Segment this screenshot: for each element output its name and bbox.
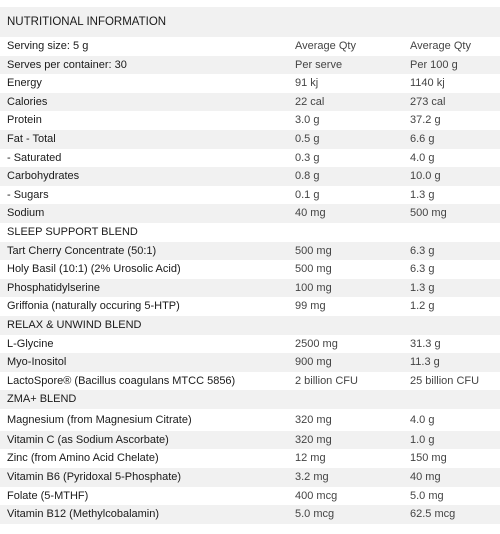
table-row bbox=[0, 431, 500, 450]
table-title-row bbox=[0, 7, 500, 37]
nutrient-label: Holy Basil (10:1) (2% Urosolic Acid) bbox=[7, 263, 181, 276]
nutrient-label: Folate (5-MTHF) bbox=[7, 489, 89, 502]
table-row bbox=[0, 37, 500, 56]
per-serve-value: 100 mg bbox=[288, 279, 403, 298]
table-row bbox=[0, 449, 500, 468]
per-100g-value: 150 mg bbox=[410, 452, 447, 465]
per-serve-value: 320 mg bbox=[288, 431, 403, 450]
table-row bbox=[0, 93, 500, 112]
per-100g-value: Per 100 g bbox=[403, 56, 500, 75]
per-serve-value: 500 mg bbox=[288, 242, 403, 261]
nutrient-label: Serves per container: 30 bbox=[0, 56, 288, 75]
nutrient-label: Serving size: 5 g bbox=[7, 40, 89, 52]
table-row bbox=[0, 409, 500, 431]
per-100g-value: 11.3 g bbox=[403, 353, 500, 372]
table-row bbox=[0, 186, 500, 205]
table-title: NUTRITIONAL INFORMATION bbox=[0, 7, 500, 37]
table-row bbox=[0, 279, 500, 298]
per-serve-value: 400 mcg bbox=[295, 489, 338, 502]
nutrient-label: Sodium bbox=[0, 204, 288, 223]
per-100g-value: 5.0 mg bbox=[410, 489, 444, 502]
table-row bbox=[0, 74, 500, 93]
nutrient-label: Myo-Inositol bbox=[0, 353, 288, 372]
nutrient-label: LactoSpore® (Bacillus coagulans MTCC 5856) bbox=[7, 374, 236, 387]
per-serve-value: 22 cal bbox=[288, 93, 403, 112]
nutrient-label: Protein bbox=[7, 114, 42, 127]
table-row bbox=[0, 167, 500, 186]
nutrient-label: Carbohydrates bbox=[0, 167, 288, 186]
per-serve-value: 12 mg bbox=[295, 452, 326, 465]
per-100g-value: 500 mg bbox=[403, 204, 500, 223]
per-100g-value: 6.3 g bbox=[403, 242, 500, 261]
per-serve-value: 900 mg bbox=[288, 353, 403, 372]
nutrient-label: Fat - Total bbox=[0, 130, 288, 149]
per-100g-value: 31.3 g bbox=[410, 337, 441, 350]
table-row bbox=[0, 56, 500, 75]
section-header: SLEEP SUPPORT BLEND bbox=[7, 225, 138, 238]
per-serve-value: 0.5 g bbox=[288, 130, 403, 149]
nutrient-label: - Sugars bbox=[7, 188, 49, 201]
table-row bbox=[0, 204, 500, 223]
table-row bbox=[0, 468, 500, 487]
per-serve-value: Average Qty bbox=[295, 40, 356, 52]
per-100g-value: Average Qty bbox=[410, 40, 471, 52]
table-row bbox=[0, 353, 500, 372]
nutrient-label: Magnesium (from Magnesium Citrate) bbox=[7, 413, 192, 426]
nutrient-label: Vitamin C (as Sodium Ascorbate) bbox=[0, 431, 288, 450]
per-100g-value: 1.2 g bbox=[410, 300, 435, 313]
per-100g-value: 40 mg bbox=[403, 468, 500, 487]
table-row bbox=[0, 297, 500, 316]
per-serve-value: 500 mg bbox=[295, 263, 332, 276]
table-row bbox=[0, 335, 500, 354]
table-row bbox=[0, 149, 500, 168]
per-serve-value: 0.8 g bbox=[288, 167, 403, 186]
per-100g-value: 1140 kj bbox=[410, 77, 445, 90]
per-serve-value: 3.2 mg bbox=[288, 468, 403, 487]
table-row bbox=[0, 111, 500, 130]
section-header: ZMA+ BLEND bbox=[0, 390, 500, 409]
per-100g-value: 1.0 g bbox=[403, 431, 500, 450]
nutrient-label: Vitamin B6 (Pyridoxal 5-Phosphate) bbox=[0, 468, 288, 487]
per-100g-value: 1.3 g bbox=[410, 188, 435, 201]
nutrient-label: L-Glycine bbox=[7, 337, 54, 350]
title-spacer bbox=[0, 0, 500, 7]
per-serve-value: 5.0 mcg bbox=[288, 505, 403, 524]
section-header-row bbox=[0, 223, 500, 242]
nutrient-label: Vitamin B12 (Methylcobalamin) bbox=[0, 505, 288, 524]
table-row bbox=[0, 505, 500, 524]
section-header-row bbox=[0, 390, 500, 409]
per-serve-value: 40 mg bbox=[288, 204, 403, 223]
table-row bbox=[0, 260, 500, 279]
per-serve-value: 3.0 g bbox=[295, 114, 320, 127]
per-100g-value: 25 billion CFU bbox=[410, 374, 480, 387]
nutrient-label: Griffonia (naturally occuring 5-HTP) bbox=[7, 300, 180, 313]
per-100g-value: 4.0 g bbox=[410, 151, 435, 164]
per-serve-value: 320 mg bbox=[295, 413, 332, 426]
per-100g-value: 37.2 g bbox=[410, 114, 441, 127]
nutrient-label: Calories bbox=[0, 93, 288, 112]
table-row bbox=[0, 487, 500, 506]
per-serve-value: Per serve bbox=[288, 56, 403, 75]
nutrient-label: Energy bbox=[7, 77, 42, 90]
nutrient-label: Phosphatidylserine bbox=[0, 279, 288, 298]
per-100g-value: 10.0 g bbox=[403, 167, 500, 186]
table-row bbox=[0, 130, 500, 149]
table-row bbox=[0, 242, 500, 261]
nutrient-label: - Saturated bbox=[7, 151, 62, 164]
per-serve-value: 2 billion CFU bbox=[295, 374, 358, 387]
per-serve-value: 0.3 g bbox=[295, 151, 320, 164]
per-100g-value: 4.0 g bbox=[410, 413, 435, 426]
section-header: RELAX & UNWIND BLEND bbox=[0, 316, 500, 335]
section-header-row bbox=[0, 316, 500, 335]
per-serve-value: 99 mg bbox=[295, 300, 326, 313]
nutrient-label: Tart Cherry Concentrate (50:1) bbox=[0, 242, 288, 261]
per-100g-value: 6.3 g bbox=[410, 263, 435, 276]
nutrient-label: Zinc (from Amino Acid Chelate) bbox=[7, 452, 159, 465]
per-serve-value: 2500 mg bbox=[295, 337, 338, 350]
table-row bbox=[0, 372, 500, 391]
per-serve-value: 0.1 g bbox=[295, 188, 320, 201]
per-100g-value: 6.6 g bbox=[403, 130, 500, 149]
per-100g-value: 62.5 mcg bbox=[403, 505, 500, 524]
per-100g-value: 1.3 g bbox=[403, 279, 500, 298]
per-100g-value: 273 cal bbox=[403, 93, 500, 112]
per-serve-value: 91 kj bbox=[295, 77, 319, 90]
